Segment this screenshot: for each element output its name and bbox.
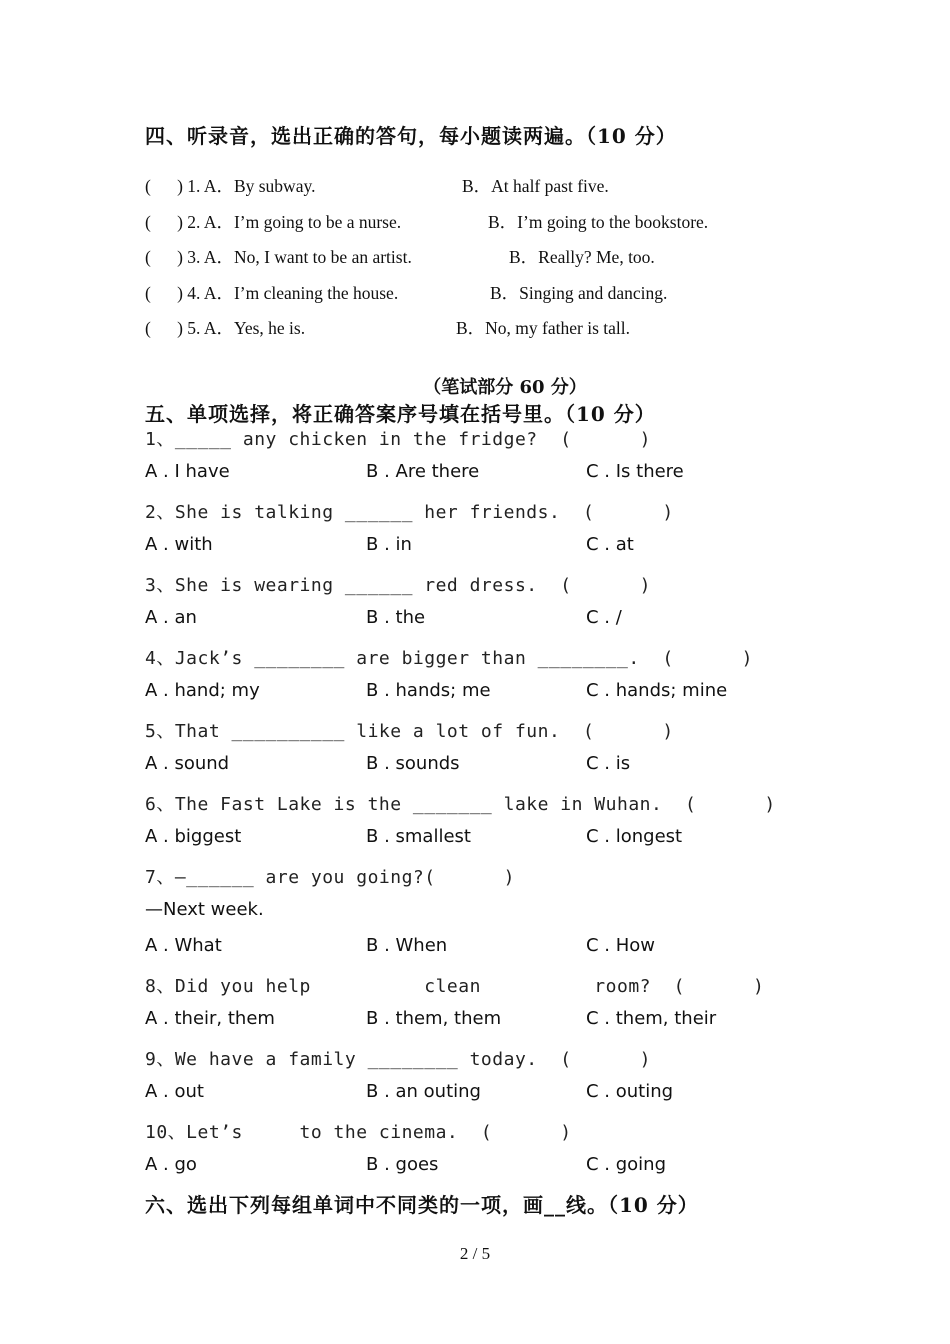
listening-item-4-option-b: B．Singing and dancing.: [490, 283, 668, 303]
question-3-option-c: C . /: [586, 607, 622, 628]
question-9-option-a: A . out: [145, 1081, 204, 1102]
question-6-option-c: C . longest: [586, 826, 683, 847]
question-10-option-b: B . goes: [366, 1154, 439, 1175]
section-5-title: 五、单项选择，将正确答案序号填在括号里。（10 分）: [145, 402, 656, 426]
question-4-option-a: A . hand; my: [145, 680, 260, 701]
question-7: 7、—______ are you going?( ): [145, 867, 515, 888]
question-6: 6、The Fast Lake is the _______ lake in Wuhan. ( ): [145, 794, 776, 815]
question-6-option-a: A . biggest: [145, 826, 242, 847]
question-2-option-c: C . at: [586, 534, 634, 555]
question-9: 9、We have a family ________ today. ( ): [145, 1049, 651, 1070]
question-2-option-a: A . with: [145, 534, 213, 555]
listening-item-2-option-b: B．I’m going to the bookstore.: [488, 212, 709, 232]
question-10-option-a: A . go: [145, 1154, 197, 1175]
question-2-option-b: B . in: [366, 534, 412, 555]
listening-item-3: ( ) 3. A．No, I want to be an artist.: [145, 247, 412, 267]
section-6-title: 六、选出下列每组单词中不同类的一项，画__线。（10 分）: [145, 1193, 699, 1217]
listening-item-1: ( ) 1. A．By subway.: [145, 176, 316, 196]
listening-item-2: ( ) 2. A．I’m going to be a nurse.: [145, 212, 402, 232]
question-1-option-b: B . Are there: [366, 461, 480, 482]
question-5-option-b: B . sounds: [366, 753, 460, 774]
question-9-option-b: B . an outing: [366, 1081, 481, 1102]
question-8-option-b: B . them, them: [366, 1008, 502, 1029]
question-5: 5、That __________ like a lot of fun. ( ): [145, 721, 674, 742]
question-4-option-b: B . hands; me: [366, 680, 491, 701]
question-10-option-c: C . going: [586, 1154, 667, 1175]
question-10: 10、Let’s to the cinema. ( ): [145, 1122, 572, 1143]
question-3-option-a: A . an: [145, 607, 197, 628]
question-1: 1、_____ any chicken in the fridge? ( ): [145, 429, 651, 450]
question-5-option-c: C . is: [586, 753, 631, 774]
question-7-option-a: A . What: [145, 935, 222, 956]
listening-item-5: ( ) 5. A．Yes, he is.: [145, 318, 306, 338]
question-7-option-b: B . When: [366, 935, 448, 956]
question-5-option-a: A . sound: [145, 753, 230, 774]
question-4: 4、Jack’s ________ are bigger than ________. ( ): [145, 648, 754, 669]
question-8-option-c: C . them, their: [586, 1008, 717, 1029]
question-1-option-c: C . Is there: [586, 461, 684, 482]
written-part-label: （笔试部分 60 分）: [423, 377, 587, 398]
section-4-title: 四、听录音，选出正确的答句，每小题读两遍。（10 分）: [145, 124, 677, 148]
question-3: 3、She is wearing ______ red dress. ( ): [145, 575, 651, 596]
question-1-option-a: A . I have: [145, 461, 230, 482]
listening-item-3-option-b: B．Really? Me, too.: [509, 247, 655, 267]
question-6-option-b: B . smallest: [366, 826, 471, 847]
listening-item-5-option-b: B．No, my father is tall.: [456, 318, 631, 338]
page-number: 2 / 5: [459, 1244, 491, 1263]
question-7-answer-line: —Next week.: [145, 899, 264, 920]
listening-item-4: ( ) 4. A．I’m cleaning the house.: [145, 283, 399, 303]
listening-item-1-option-b: B．At half past five.: [462, 176, 609, 196]
question-2: 2、She is talking ______ her friends. ( ): [145, 502, 674, 523]
question-4-option-c: C . hands; mine: [586, 680, 728, 701]
question-3-option-b: B . the: [366, 607, 426, 628]
question-7-option-c: C . How: [586, 935, 656, 956]
question-9-option-c: C . outing: [586, 1081, 674, 1102]
question-8-option-a: A . their, them: [145, 1008, 275, 1029]
question-8: 8、Did you help clean room? ( ): [145, 976, 765, 997]
